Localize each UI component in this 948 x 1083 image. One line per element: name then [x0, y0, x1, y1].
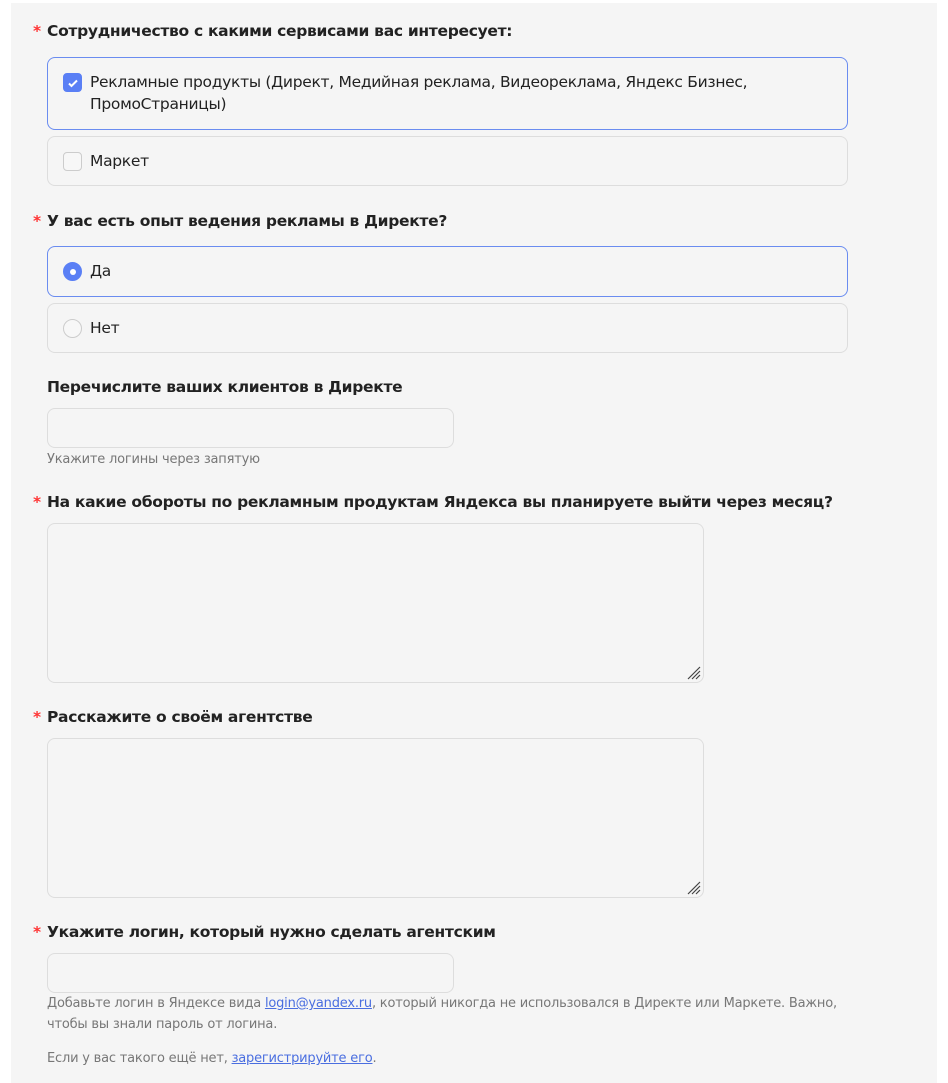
question-agency: * Расскажите о своём агентстве	[33, 708, 313, 726]
checkbox-option-ads[interactable]: Рекламные продукты (Директ, Медийная реклама, Видеореклама, Яндекс Бизнес, ПромоСтраницы)	[47, 57, 848, 130]
turnover-textarea[interactable]	[47, 523, 704, 683]
clients-hint: Укажите логины через запятую	[47, 452, 260, 467]
checkbox-option-market[interactable]: Маркет	[47, 136, 848, 186]
radio-option-yes[interactable]: Да	[47, 246, 848, 297]
radio-unselected[interactable]	[63, 319, 82, 338]
register-hint: Если у вас такого ещё нет, зарегистрируйте его.	[47, 1051, 377, 1066]
question-turnover: * На какие обороты по рекламным продуктам Яндекса вы планируете выйти через месяц?	[33, 493, 833, 511]
radio-selected[interactable]	[63, 262, 82, 281]
agency-login-hint: Добавьте логин в Яндексе вида login@yandex.ru, который никогда не использовался в Директе или Маркете. Важно, чтобы вы знали пароль от логина.	[47, 996, 837, 1032]
checkbox-checked[interactable]	[63, 73, 82, 92]
question-agency-login: * Укажите логин, который нужно сделать агентским	[33, 923, 496, 941]
agency-textarea[interactable]	[47, 738, 704, 898]
login-example-link[interactable]: login@yandex.ru	[264, 996, 372, 1011]
checkbox-unchecked[interactable]	[63, 152, 82, 171]
agency-login-input[interactable]	[47, 953, 454, 993]
radio-option-no[interactable]: Нет	[47, 303, 848, 353]
question-experience: * У вас есть опыт ведения рекламы в Директе?	[33, 212, 448, 230]
check-icon	[67, 77, 79, 89]
resize-handle-icon[interactable]	[685, 879, 701, 895]
question-clients: Перечислите ваших клиентов в Директе	[47, 378, 403, 396]
resize-handle-icon[interactable]	[685, 664, 701, 680]
question-services: * Сотрудничество с какими сервисами вас интересует:	[33, 22, 513, 40]
register-link[interactable]: зарегистрируйте его	[231, 1051, 373, 1066]
clients-input[interactable]	[47, 408, 454, 448]
